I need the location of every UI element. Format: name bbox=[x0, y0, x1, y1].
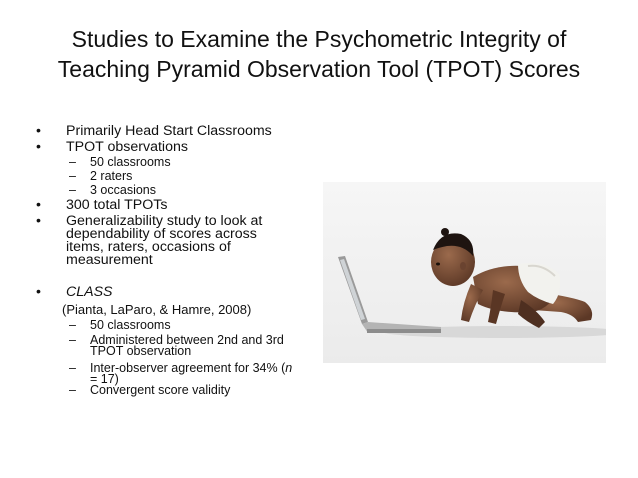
bullet-text: CLASS bbox=[66, 284, 113, 300]
bullet-text: Primarily Head Start Classrooms bbox=[66, 123, 272, 139]
sub-bullet-text-line-2: TPOT observation bbox=[90, 344, 192, 358]
sub-bullet-text-line-2: = 17) bbox=[90, 372, 119, 386]
sub-bullet-text-line-1 bbox=[90, 362, 292, 375]
sub-bullet-text: 2 raters bbox=[90, 169, 133, 183]
slide-title bbox=[20, 24, 618, 84]
bullet-text-line-3: items, raters, occasions of bbox=[66, 239, 231, 255]
sub-bullet-text: Convergent score validity bbox=[90, 383, 231, 397]
n-symbol: n bbox=[285, 361, 293, 375]
sub-bullet-text: 50 classrooms bbox=[90, 318, 171, 332]
bullet-text: 300 total TPOTs bbox=[66, 197, 168, 213]
bullet-text-line-2: dependability of scores across bbox=[66, 226, 257, 242]
dash-mark: – bbox=[69, 155, 76, 169]
bullet-mark: • bbox=[36, 213, 41, 229]
bullet-mark: • bbox=[36, 123, 41, 139]
sub-bullet-text-line-1: Administered between 2nd and 3rd bbox=[90, 333, 284, 347]
dash-mark: – bbox=[69, 383, 76, 397]
title-line-2: Teaching Pyramid Observation Tool (TPOT) Scores bbox=[57, 56, 581, 82]
bullet-text-line-1: Generalizability study to look at bbox=[66, 213, 263, 229]
dash-mark: – bbox=[69, 361, 76, 375]
dash-mark: – bbox=[69, 318, 76, 332]
baby-laptop-photo bbox=[323, 182, 606, 363]
bullet-text-line-4: measurement bbox=[66, 252, 153, 268]
citation-text: (Pianta, LaParo, & Hamre, 2008) bbox=[62, 302, 252, 317]
sub-bullet-text: 3 occasions bbox=[90, 183, 157, 197]
class-citation bbox=[62, 303, 251, 316]
baby-laptop-illustration bbox=[323, 182, 606, 363]
sub-bullet-text: 50 classrooms bbox=[90, 155, 171, 169]
dash-mark: – bbox=[69, 183, 76, 197]
dash-mark: – bbox=[69, 169, 76, 183]
bullet-mark: • bbox=[36, 284, 41, 300]
bullet-mark: • bbox=[36, 139, 41, 155]
dash-mark: – bbox=[69, 333, 76, 347]
agreement-text: Inter-observer agreement for 34% ( bbox=[90, 361, 286, 375]
bullet-mark: • bbox=[36, 197, 41, 213]
bullet-text: TPOT observations bbox=[66, 139, 188, 155]
title-line-1: Studies to Examine the Psychometric Integrity of bbox=[71, 26, 567, 52]
